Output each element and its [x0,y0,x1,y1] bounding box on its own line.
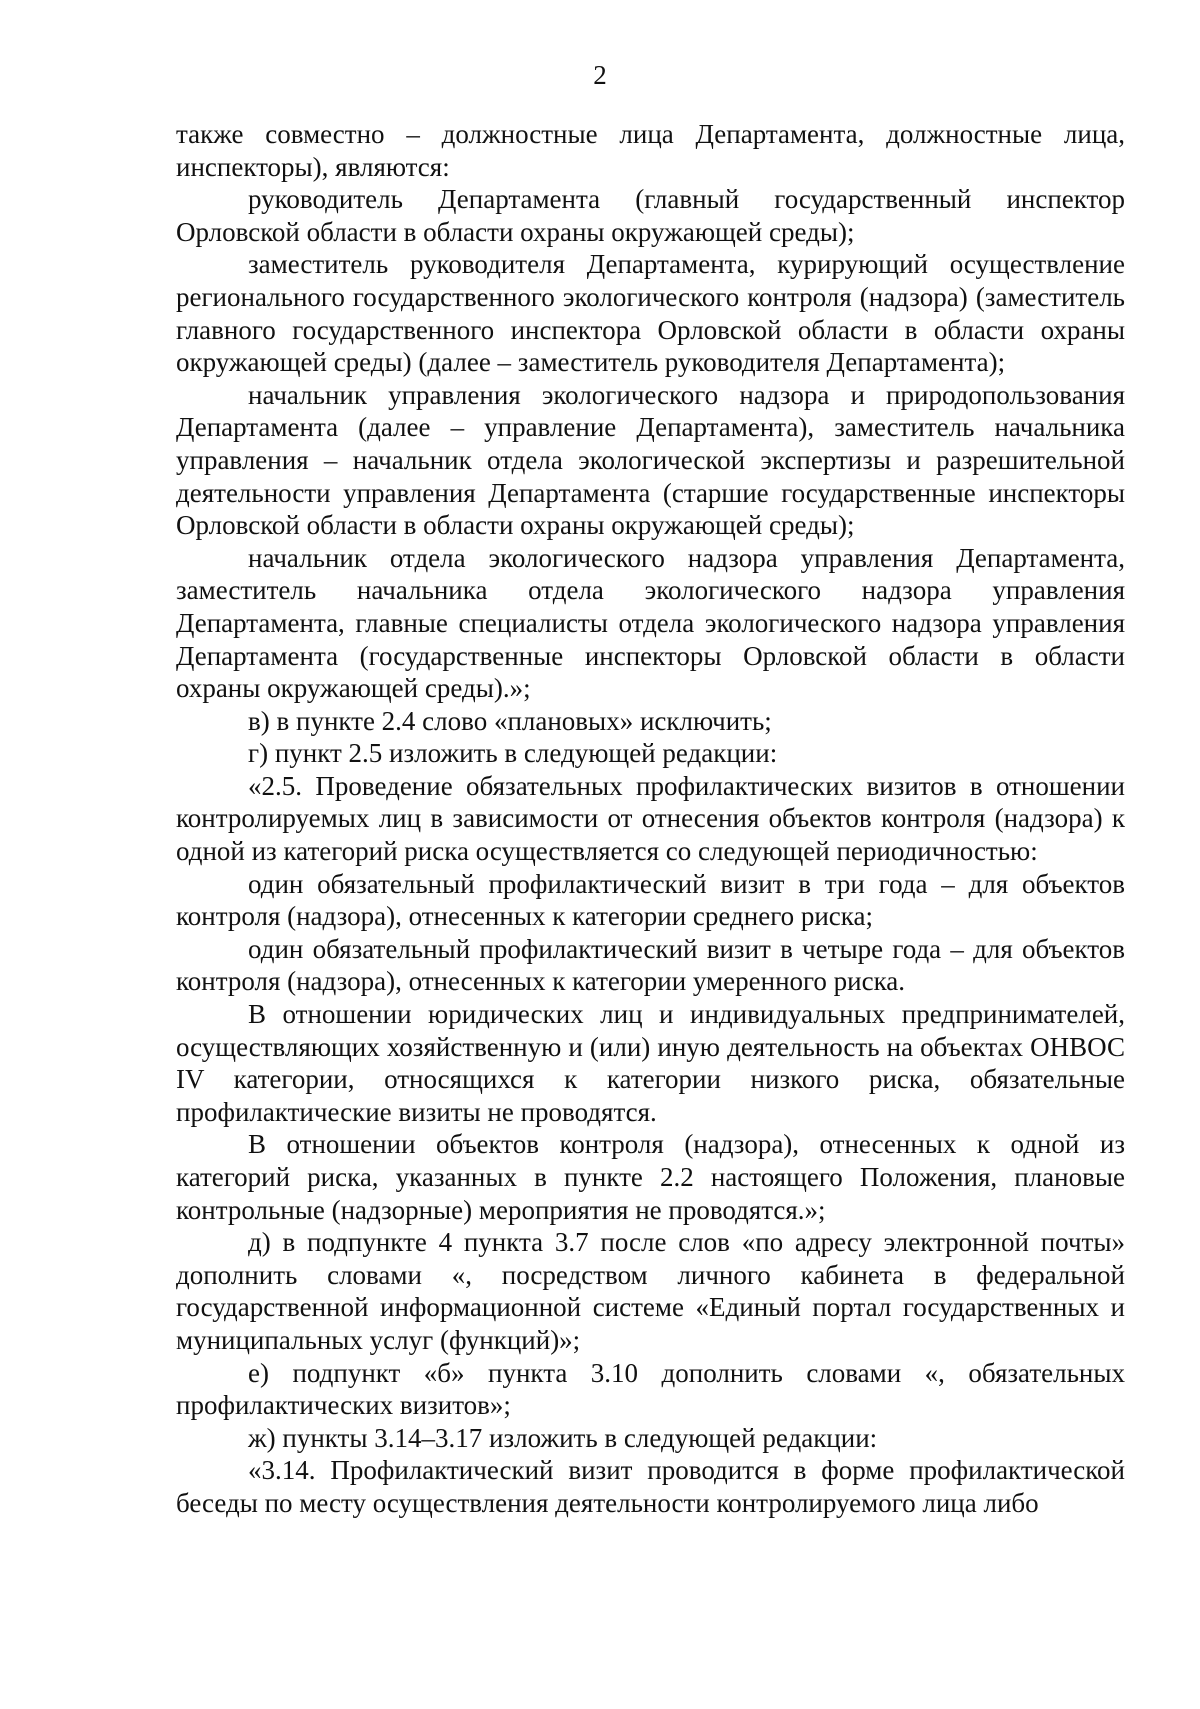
document-body [176,118,1125,1520]
paragraph-14: е) подпункт «б» пункта 3.10 дополнить словами «, обязательных профилактических визитов»; [176,1357,1125,1421]
paragraph-8: «2.5. Проведение обязательных профилактических визитов в отношении контролируемых лиц в зависимости от отнесения объектов контроля (надзора) к одной из категорий риска осуществляется со следующей периодичностью: [176,770,1125,867]
paragraph-11: В отношении юридических лиц и индивидуальных предпринимателей, осуществляющих хозяйственную и (или) иную деятельность на объектах ОНВОС IV категории, относящихся к категории низкого риска, обязательные профилактические визиты не проводятся. [176,999,1125,1127]
paragraph-7: г) пункт 2.5 изложить в следующей редакции: [248,738,778,769]
page-number: 2 [593,60,607,90]
paragraph-1: также совместно – должностные лица Департамента, должностные лица, инспекторы), являются: [176,119,1125,182]
paragraph-4: начальник управления экологического надзора и природопользования Департамента (далее – управление Департамента), заместитель начальника управления – начальник отдела экологической экспертизы и разрешительной деятельности управления Департамента (старшие государственные инспекторы Орловской области в области охраны окружающей среды); [176,379,1125,541]
paragraph-9: один обязательный профилактический визит в три года – для объектов контроля (надзора), отнесенных к категории среднего риска; [176,868,1125,932]
paragraph-5: начальник отдела экологического надзора управления Департамента, заместитель начальника отдела экологического надзора управления Департамента, главные специалисты отдела экологического надзора управления Департамента (государственные инспекторы Орловской области в области охраны окружающей среды).»; [176,542,1125,704]
paragraph-3: заместитель руководителя Департамента, курирующий осуществление регионального государственного экологического контроля (надзора) (заместитель главного государственного инспектора Орловской области в области охраны окружающей среды) (далее – заместитель руководителя Департамента); [176,249,1125,378]
paragraph-13: д) в подпункте 4 пункта 3.7 после слов «по адресу электронной почты» дополнить словами «, посредством личного кабинета в федеральной государственной информационной системе «Единый портал государственных и муниципальных услуг (функций)»; [176,1227,1125,1355]
paragraph-2: руководитель Департамента (главный государственный инспектор Орловской области в области охраны окружающей среды); [176,184,1125,247]
paragraph-12: В отношении объектов контроля (надзора), отнесенных к одной из категорий риска, указанных в пункте 2.2 настоящего Положения, плановые контрольные (надзорные) мероприятия не проводятся.»; [176,1129,1125,1225]
paragraph-10: один обязательный профилактический визит в четыре года – для объектов контроля (надзора), отнесенных к категории умеренного риска. [176,933,1125,997]
paragraph-16: «3.14. Профилактический визит проводится в форме профилактической беседы по месту осуществления деятельности контролируемого лица либо [176,1455,1125,1518]
paragraph-15: ж) пункты 3.14–3.17 изложить в следующей редакции: [248,1422,878,1453]
paragraph-6: в) в пункте 2.4 слово «плановых» исключить; [248,705,772,736]
